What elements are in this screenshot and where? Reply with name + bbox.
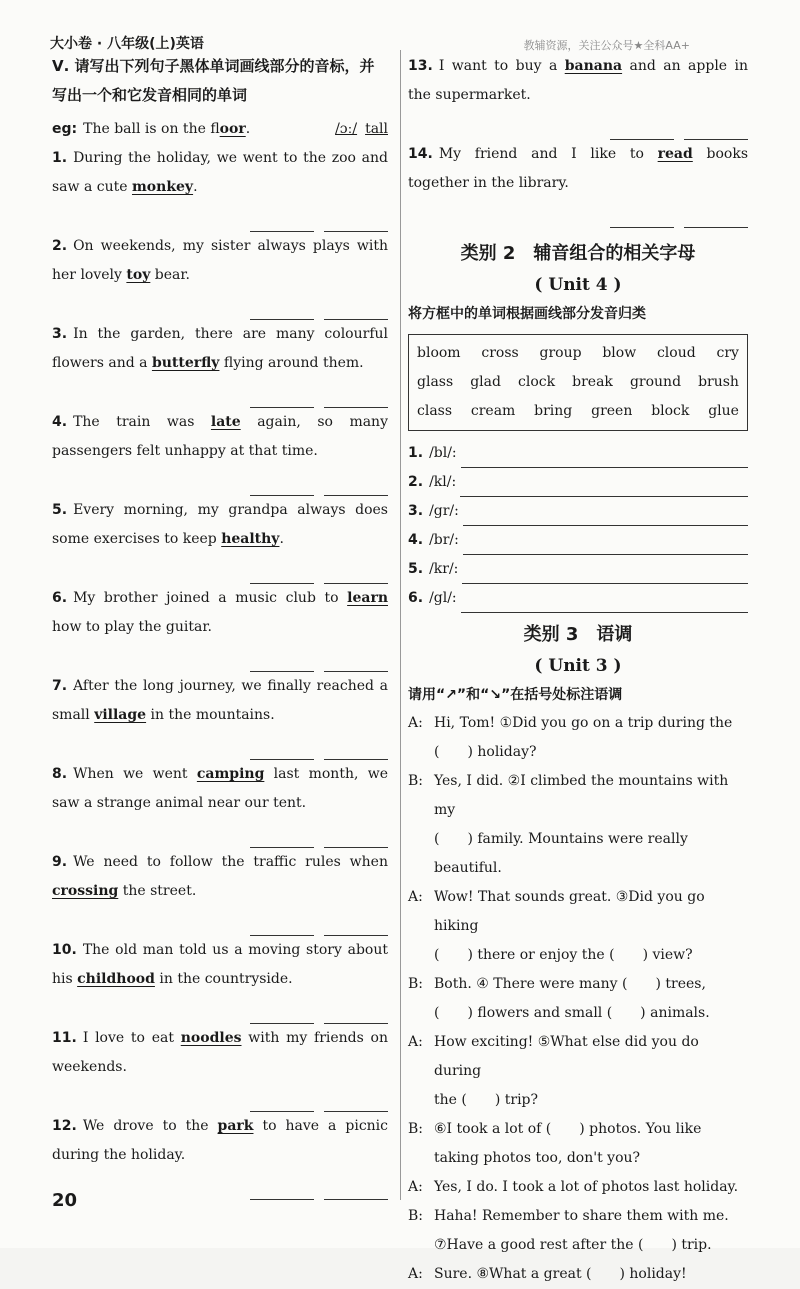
speaker-label: B:	[408, 976, 424, 992]
question-number: 14.	[408, 146, 433, 162]
question-text-end: books together in the library.	[408, 146, 749, 191]
box-word: break	[572, 374, 613, 390]
bold-word: monkey	[131, 179, 194, 195]
sound-row	[408, 497, 748, 526]
dialogue	[408, 709, 748, 1289]
dialogue-text	[434, 709, 748, 767]
question-text-end: with my friends on weekends.	[52, 1030, 388, 1075]
question-text-end: to have a picnic during the holiday.	[52, 1118, 388, 1163]
dialogue-text-line: Sure. ⑧What a great ( ) holiday!	[434, 1266, 687, 1282]
sound-answer-line[interactable]	[463, 534, 748, 555]
question-number: 12.	[52, 1118, 77, 1134]
sound-row	[408, 584, 748, 613]
box-word: bloom	[417, 345, 461, 361]
example-phonetic: /ɔː/	[335, 121, 358, 137]
bold-word: childhood	[77, 971, 155, 987]
sound-ipa: /gl/:	[429, 590, 457, 606]
question-text-end: flying around them.	[219, 355, 364, 371]
question-item	[52, 1024, 388, 1082]
answer-blanks	[52, 994, 388, 1024]
example-answer: tall	[365, 121, 388, 137]
box-word: ground	[629, 374, 682, 390]
question-number: 10.	[52, 942, 77, 958]
dialogue-text	[434, 1115, 748, 1173]
answer-blanks	[52, 1082, 388, 1112]
question-item	[52, 936, 388, 994]
dialogue-text	[434, 1202, 748, 1260]
question-number: 9.	[52, 854, 68, 870]
category-3-instruction: 请用“↗”和“↘”在括号处标注语调	[408, 687, 623, 703]
answer-blanks	[52, 202, 388, 232]
question-text: In the garden, there are many colourful flowers and a	[52, 326, 388, 371]
answer-blanks	[52, 290, 388, 320]
question-text: When we went	[73, 766, 197, 782]
book-title: 大小卷 · 八年级(上)英语	[50, 36, 204, 52]
dialogue-text-line: ( ) there or enjoy the ( ) view?	[434, 947, 693, 963]
left-questions	[52, 144, 388, 1200]
sound-row	[408, 555, 748, 584]
watermark-text: 教辅资源，关注公众号★全科AA+	[523, 39, 690, 52]
question-number: 3.	[52, 326, 68, 342]
box-word: block	[651, 403, 690, 419]
answer-blanks	[52, 1170, 388, 1200]
dialogue-text-line: ( ) family. Mountains were really beautiful.	[434, 831, 688, 876]
category-2-title: 类别 2 辅音组合的相关字母	[460, 243, 696, 264]
speaker-label: A:	[408, 1179, 423, 1195]
box-word: group	[539, 345, 582, 361]
question-item	[52, 848, 388, 906]
answer-blanks	[52, 378, 388, 408]
box-word: glass	[417, 374, 454, 390]
answer-blanks	[52, 906, 388, 936]
question-item	[52, 408, 388, 466]
right-column	[408, 52, 748, 1289]
question-number: 1.	[52, 150, 68, 166]
dialogue-text	[434, 1173, 748, 1202]
question-text-end: bear.	[150, 267, 190, 283]
box-word: glue	[708, 403, 739, 419]
dialogue-line	[408, 1173, 748, 1202]
dialogue-text-line: ⑥I took a lot of ( ) photos. You like	[434, 1121, 702, 1137]
question-number: 6.	[52, 590, 68, 606]
question-text: After the long journey, we finally reached a small	[52, 678, 388, 723]
left-column	[52, 52, 388, 1200]
dialogue-text-line: ( ) holiday?	[434, 744, 537, 760]
sound-answer-line[interactable]	[463, 505, 748, 526]
category-2-unit: ( Unit 4 )	[534, 275, 622, 295]
box-word: cry	[716, 345, 739, 361]
box-word: clock	[518, 374, 556, 390]
question-text: My friend and I like to	[438, 146, 658, 162]
bold-word: late	[210, 414, 241, 430]
dialogue-line	[408, 767, 748, 883]
box-word: cross	[481, 345, 519, 361]
question-item	[52, 1112, 388, 1170]
box-word: bring	[534, 403, 573, 419]
dialogue-text	[434, 1260, 748, 1289]
dialogue-text	[434, 970, 748, 1028]
question-text: During the holiday, we went to the zoo and saw a cute	[52, 150, 388, 195]
dialogue-line	[408, 1115, 748, 1173]
question-text: We need to follow the traffic rules when	[73, 854, 388, 870]
section-v-title: Ⅴ. 请写出下列句子黑体单词画线部分的音标，并写出一个和它发音相同的单词	[52, 57, 375, 104]
question-text-end: .	[193, 179, 198, 195]
dialogue-line	[408, 1202, 748, 1260]
question-text-end: in the mountains.	[146, 707, 275, 723]
bold-word: banana	[564, 58, 623, 74]
dialogue-text-line: Yes, I did. ②I climbed the mountains with my	[434, 773, 729, 818]
answer-blanks	[52, 730, 388, 760]
dialogue-line	[408, 883, 748, 970]
question-number: 8.	[52, 766, 68, 782]
sound-answer-line[interactable]	[462, 563, 748, 584]
answer-blanks	[52, 554, 388, 584]
speaker-label: B:	[408, 773, 424, 789]
example-prefix: eg:	[52, 121, 78, 137]
sound-number: 6.	[408, 590, 424, 606]
question-item	[52, 760, 388, 818]
sound-row	[408, 439, 748, 468]
box-word: cloud	[656, 345, 696, 361]
box-word: brush	[698, 374, 739, 390]
bold-word: noodles	[180, 1030, 242, 1046]
sound-ipa: /gr/:	[429, 503, 459, 519]
sound-number: 1.	[408, 445, 424, 461]
bold-word: camping	[196, 766, 265, 782]
question-text: The old man told us a moving story about his	[52, 942, 388, 987]
speaker-label: B:	[408, 1121, 424, 1137]
question-text-end: how to play the guitar.	[52, 619, 212, 635]
question-item	[52, 232, 388, 290]
question-item	[408, 52, 748, 110]
category-3-unit: ( Unit 3 )	[534, 656, 622, 676]
speaker-label: A:	[408, 1034, 423, 1050]
answer-blanks	[52, 642, 388, 672]
dialogue-text	[434, 1028, 748, 1115]
dialogue-line	[408, 1260, 748, 1289]
example-bold: oor	[219, 121, 246, 137]
sound-ipa: /kr/:	[429, 561, 459, 577]
question-number: 11.	[52, 1030, 77, 1046]
sound-answer-line[interactable]	[461, 447, 748, 468]
answer-blanks	[52, 466, 388, 496]
example-sentence: The ball is on the fl	[83, 121, 220, 137]
dialogue-text-line: Both. ④ There were many ( ) trees,	[434, 976, 706, 992]
question-item	[52, 496, 388, 554]
question-text: I love to eat	[82, 1030, 181, 1046]
box-word: glad	[470, 374, 501, 390]
bold-word: toy	[126, 267, 151, 283]
box-word: blow	[602, 345, 637, 361]
sound-ipa: /br/:	[429, 532, 459, 548]
dialogue-text-line: How exciting! ⑤What else did you do during	[434, 1034, 699, 1079]
question-text: I want to buy a	[438, 58, 565, 74]
word-box-row	[417, 368, 739, 397]
dialogue-line	[408, 970, 748, 1028]
bold-word: crossing	[52, 883, 119, 899]
box-word: green	[591, 403, 633, 419]
word-box-row	[417, 397, 739, 426]
dialogue-text-line: Haha! Remember to share them with me.	[434, 1208, 729, 1224]
question-item	[52, 144, 388, 202]
dialogue-text-line: Wow! That sounds great. ③Did you go hiking	[434, 889, 705, 934]
dialogue-line	[408, 709, 748, 767]
sound-answer-list	[408, 439, 748, 613]
dialogue-text	[434, 883, 748, 970]
question-text: The train was	[73, 414, 211, 430]
bold-word: butterfly	[151, 355, 220, 371]
category-3-title: 类别 3 语调	[523, 624, 633, 645]
box-word: cream	[470, 403, 516, 419]
sound-number: 4.	[408, 532, 424, 548]
question-number: 13.	[408, 58, 433, 74]
dialogue-text	[434, 767, 748, 883]
question-number: 7.	[52, 678, 68, 694]
bold-word: read	[657, 146, 693, 162]
sound-number: 3.	[408, 503, 424, 519]
dialogue-text-line: ⑦Have a good rest after the ( ) trip.	[434, 1237, 712, 1253]
page-number: 20	[52, 1190, 78, 1211]
answer-blanks	[408, 110, 748, 140]
question-text-end: last month, we saw a strange animal near our tent.	[52, 766, 388, 811]
dialogue-text-line: taking photos too, don't you?	[434, 1150, 641, 1166]
sound-row	[408, 526, 748, 555]
category-2-instruction: 将方框中的单词根据画线部分发音归类	[408, 306, 646, 322]
sound-row	[408, 468, 748, 497]
box-word: class	[417, 403, 453, 419]
question-number: 2.	[52, 238, 68, 254]
sound-number: 2.	[408, 474, 424, 490]
dialogue-text-line: Yes, I do. I took a lot of photos last holiday.	[434, 1179, 739, 1195]
bold-word: village	[94, 707, 147, 723]
dialogue-text-line: ( ) flowers and small ( ) animals.	[434, 1005, 710, 1021]
question-text: Every morning, my grandpa always does some exercises to keep	[52, 502, 388, 547]
question-text-end: again, so many passengers felt unhappy at that time.	[52, 414, 388, 459]
dialogue-text-line: the ( ) trip?	[434, 1092, 539, 1108]
speaker-label: B:	[408, 1208, 424, 1224]
question-text-end: the street.	[118, 883, 197, 899]
question-text: We drove to the	[82, 1118, 218, 1134]
column-divider	[400, 50, 401, 1200]
sound-number: 5.	[408, 561, 424, 577]
answer-blanks	[408, 198, 748, 228]
phonetic-blank[interactable]	[610, 226, 674, 228]
answer-blanks	[52, 818, 388, 848]
example-end: .	[245, 121, 251, 137]
question-number: 4.	[52, 414, 68, 430]
question-text-end: and an apple in the supermarket.	[408, 58, 748, 103]
question-text: My brother joined a music club to	[73, 590, 348, 606]
sound-answer-line[interactable]	[461, 592, 748, 613]
question-number: 5.	[52, 502, 68, 518]
sound-ipa: /bl/:	[429, 445, 457, 461]
right-questions	[408, 52, 748, 228]
speaker-label: A:	[408, 715, 423, 731]
word-box	[408, 334, 748, 431]
word-blank[interactable]	[324, 1198, 388, 1200]
word-box-row	[417, 339, 739, 368]
dialogue-line	[408, 1028, 748, 1115]
question-item	[52, 320, 388, 378]
example-line	[52, 115, 388, 144]
word-blank[interactable]	[684, 226, 748, 228]
dialogue-text-line: Hi, Tom! ①Did you go on a trip during the	[434, 715, 733, 731]
speaker-label: A:	[408, 1266, 423, 1282]
phonetic-blank[interactable]	[250, 1198, 314, 1200]
question-item	[52, 584, 388, 642]
question-text-end: in the countryside.	[154, 971, 293, 987]
bold-word: park	[217, 1118, 254, 1134]
question-item	[408, 140, 748, 198]
question-text-end: .	[279, 531, 284, 547]
bold-word: learn	[347, 590, 388, 606]
speaker-label: A:	[408, 889, 423, 905]
sound-answer-line[interactable]	[460, 476, 748, 497]
bold-word: healthy	[221, 531, 280, 547]
question-item	[52, 672, 388, 730]
question-text: On weekends, my sister always plays with her lovely	[52, 238, 388, 283]
sound-ipa: /kl/:	[429, 474, 457, 490]
